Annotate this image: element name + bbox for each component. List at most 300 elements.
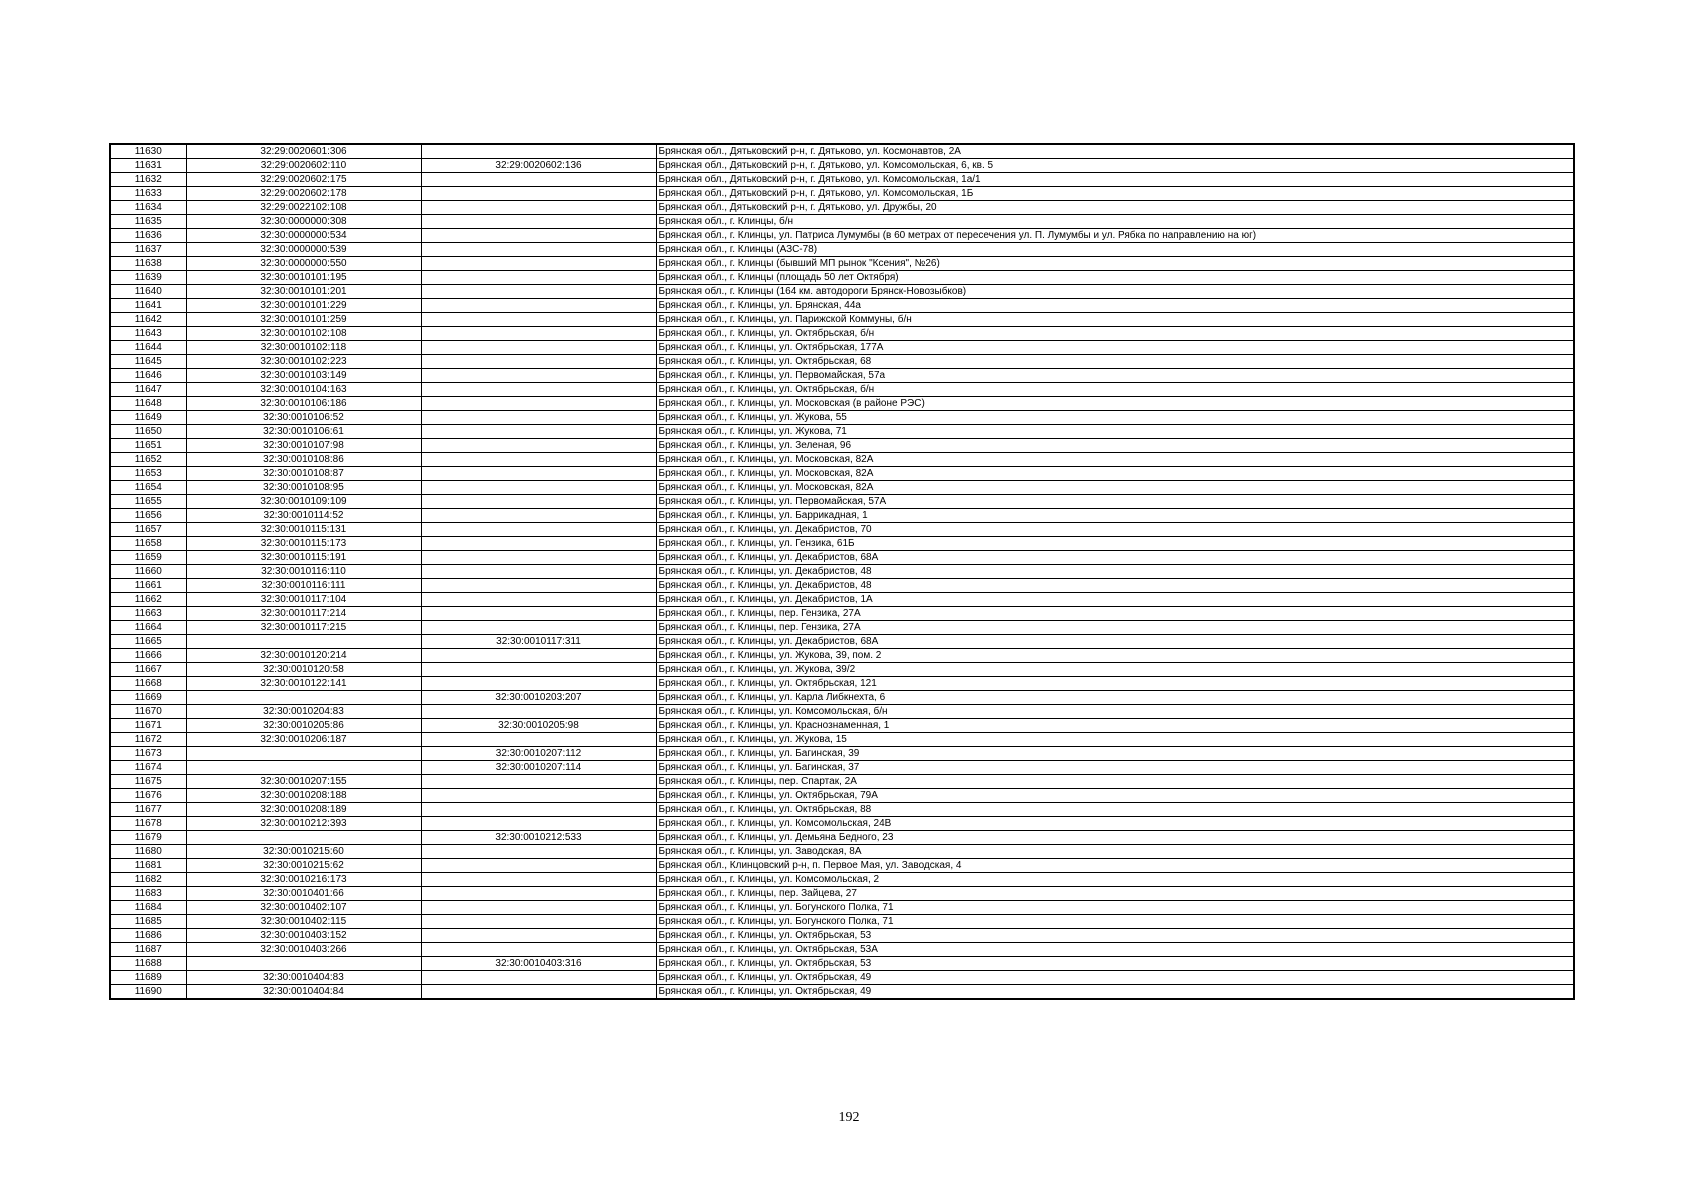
- table-row: [110, 859, 1574, 873]
- address-cell: Брянская обл., г. Клинцы, ул. Жукова, 39/2: [656, 663, 1574, 677]
- cadastral-number-cell: 32:30:0010404:84: [186, 985, 421, 1000]
- address-cell: Брянская обл., г. Клинцы, ул. Декабристов, 68А: [656, 635, 1574, 649]
- row-number-cell: 11641: [110, 299, 186, 313]
- cadastral-number-linked-cell: [421, 901, 656, 915]
- row-number-cell: 11667: [110, 663, 186, 677]
- address-cell: Брянская обл., г. Клинцы (164 км. автодороги Брянск-Новозыбков): [656, 285, 1574, 299]
- cadastral-number-linked-cell: [421, 187, 656, 201]
- cadastral-number-linked-cell: [421, 341, 656, 355]
- cadastral-number-linked-cell: 32:29:0020602:136: [421, 159, 656, 173]
- cadastral-number-cell: 32:30:0010403:266: [186, 943, 421, 957]
- cadastral-number-cell: 32:30:0010206:187: [186, 733, 421, 747]
- table-row: [110, 159, 1574, 173]
- cadastral-number-linked-cell: [421, 873, 656, 887]
- address-cell: Брянская обл., г. Клинцы, ул. Жукова, 71: [656, 425, 1574, 439]
- cadastral-number-linked-cell: [421, 887, 656, 901]
- table-row: [110, 817, 1574, 831]
- row-number-cell: 11635: [110, 215, 186, 229]
- cadastral-number-linked-cell: [421, 411, 656, 425]
- address-cell: Брянская обл., г. Клинцы, пер. Зайцева, 27: [656, 887, 1574, 901]
- cadastral-number-linked-cell: [421, 971, 656, 985]
- cadastral-number-linked-cell: [421, 943, 656, 957]
- table-row: [110, 537, 1574, 551]
- address-cell: Брянская обл., г. Клинцы, ул. Багинская, 39: [656, 747, 1574, 761]
- address-cell: Брянская обл., г. Клинцы, ул. Парижской Коммуны, б/н: [656, 313, 1574, 327]
- cadastral-number-cell: 32:30:0010101:229: [186, 299, 421, 313]
- row-number-cell: 11643: [110, 327, 186, 341]
- row-number-cell: 11682: [110, 873, 186, 887]
- table-row: [110, 257, 1574, 271]
- row-number-cell: 11679: [110, 831, 186, 845]
- row-number-cell: 11687: [110, 943, 186, 957]
- address-cell: Брянская обл., г. Клинцы, ул. Октябрьская, 121: [656, 677, 1574, 691]
- cadastral-number-cell: 32:30:0010401:66: [186, 887, 421, 901]
- cadastral-number-linked-cell: [421, 495, 656, 509]
- cadastral-number-cell: 32:30:0010204:83: [186, 705, 421, 719]
- cadastral-number-linked-cell: [421, 523, 656, 537]
- table-row: [110, 775, 1574, 789]
- cadastral-number-linked-cell: [421, 285, 656, 299]
- row-number-cell: 11680: [110, 845, 186, 859]
- cadastral-number-linked-cell: [421, 299, 656, 313]
- table-row: [110, 453, 1574, 467]
- table-row: [110, 397, 1574, 411]
- cadastral-number-cell: 32:30:0010106:61: [186, 425, 421, 439]
- cadastral-number-linked-cell: [421, 313, 656, 327]
- address-cell: Брянская обл., г. Клинцы, ул. Октябрьская, 53А: [656, 943, 1574, 957]
- table-row: [110, 299, 1574, 313]
- cadastral-number-linked-cell: [421, 663, 656, 677]
- cadastral-number-cell: 32:30:0010207:155: [186, 775, 421, 789]
- cadastral-number-cell: 32:30:0010106:186: [186, 397, 421, 411]
- cadastral-number-linked-cell: [421, 439, 656, 453]
- cadastral-number-cell: 32:30:0010102:118: [186, 341, 421, 355]
- cadastral-number-linked-cell: 32:30:0010205:98: [421, 719, 656, 733]
- cadastral-number-cell: 32:30:0010208:189: [186, 803, 421, 817]
- cadastral-number-cell: 32:30:0010212:393: [186, 817, 421, 831]
- cadastral-number-cell: 32:30:0010101:259: [186, 313, 421, 327]
- table-row: [110, 523, 1574, 537]
- cadastral-number-linked-cell: 32:30:0010207:114: [421, 761, 656, 775]
- row-number-cell: 11630: [110, 144, 186, 159]
- table-row: [110, 929, 1574, 943]
- address-cell: Брянская обл., г. Клинцы, ул. Демьяна Бедного, 23: [656, 831, 1574, 845]
- address-cell: Брянская обл., г. Клинцы, ул. Жукова, 55: [656, 411, 1574, 425]
- table-row: [110, 369, 1574, 383]
- table-row: [110, 887, 1574, 901]
- row-number-cell: 11647: [110, 383, 186, 397]
- cadastral-number-linked-cell: 32:30:0010117:311: [421, 635, 656, 649]
- row-number-cell: 11654: [110, 481, 186, 495]
- address-cell: Брянская обл., г. Клинцы, ул. Октябрьская, 53: [656, 929, 1574, 943]
- row-number-cell: 11675: [110, 775, 186, 789]
- cadastral-number-cell: 32:30:0010216:173: [186, 873, 421, 887]
- cadastral-number-cell: [186, 957, 421, 971]
- cadastral-number-cell: 32:30:0010402:107: [186, 901, 421, 915]
- cadastral-number-linked-cell: [421, 593, 656, 607]
- cadastral-number-cell: 32:30:0010106:52: [186, 411, 421, 425]
- row-number-cell: 11689: [110, 971, 186, 985]
- cadastral-number-cell: 32:30:0010101:195: [186, 271, 421, 285]
- table-row: [110, 243, 1574, 257]
- cadastral-number-cell: 32:29:0020602:178: [186, 187, 421, 201]
- address-cell: Брянская обл., г. Клинцы, ул. Декабристов, 1А: [656, 593, 1574, 607]
- cadastral-number-cell: 32:29:0020601:306: [186, 144, 421, 159]
- address-cell: Брянская обл., г. Клинцы, ул. Жукова, 39, пом. 2: [656, 649, 1574, 663]
- cadastral-number-linked-cell: [421, 817, 656, 831]
- row-number-cell: 11632: [110, 173, 186, 187]
- cadastral-number-linked-cell: 32:30:0010207:112: [421, 747, 656, 761]
- table-row: [110, 649, 1574, 663]
- cadastral-number-cell: 32:30:0000000:539: [186, 243, 421, 257]
- cadastral-number-linked-cell: [421, 453, 656, 467]
- cadastral-number-linked-cell: [421, 467, 656, 481]
- address-cell: Брянская обл., г. Клинцы, ул. Краснознаменная, 1: [656, 719, 1574, 733]
- address-cell: Брянская обл., г. Клинцы, ул. Декабристов, 68А: [656, 551, 1574, 565]
- address-cell: Брянская обл., г. Клинцы, пер. Спартак, 2А: [656, 775, 1574, 789]
- row-number-cell: 11690: [110, 985, 186, 1000]
- cadastral-number-linked-cell: [421, 257, 656, 271]
- table-row: [110, 607, 1574, 621]
- cadastral-number-cell: [186, 747, 421, 761]
- table-row: [110, 845, 1574, 859]
- cadastral-number-cell: 32:29:0020602:175: [186, 173, 421, 187]
- address-cell: Брянская обл., г. Клинцы, ул. Октябрьская, 177А: [656, 341, 1574, 355]
- row-number-cell: 11665: [110, 635, 186, 649]
- cadastral-number-cell: 32:30:0010108:86: [186, 453, 421, 467]
- address-cell: Брянская обл., г. Клинцы, ул. Октябрьская, 79А: [656, 789, 1574, 803]
- registry-table: [109, 143, 1575, 1000]
- cadastral-number-linked-cell: [421, 173, 656, 187]
- row-number-cell: 11668: [110, 677, 186, 691]
- address-cell: Брянская обл., г. Клинцы, ул. Зеленая, 96: [656, 439, 1574, 453]
- cadastral-number-linked-cell: [421, 985, 656, 1000]
- cadastral-number-linked-cell: [421, 649, 656, 663]
- cadastral-number-cell: 32:30:0000000:534: [186, 229, 421, 243]
- row-number-cell: 11683: [110, 887, 186, 901]
- address-cell: Брянская обл., г. Клинцы, ул. Брянская, 44а: [656, 299, 1574, 313]
- address-cell: Брянская обл., г. Клинцы (площадь 50 лет Октября): [656, 271, 1574, 285]
- cadastral-number-cell: 32:30:0010205:86: [186, 719, 421, 733]
- table-row: [110, 313, 1574, 327]
- cadastral-number-cell: 32:30:0010114:52: [186, 509, 421, 523]
- cadastral-number-cell: 32:30:0010108:95: [186, 481, 421, 495]
- row-number-cell: 11659: [110, 551, 186, 565]
- cadastral-number-linked-cell: [421, 733, 656, 747]
- table-row: [110, 943, 1574, 957]
- cadastral-number-linked-cell: [421, 929, 656, 943]
- row-number-cell: 11674: [110, 761, 186, 775]
- cadastral-number-cell: 32:30:0010120:214: [186, 649, 421, 663]
- table-row: [110, 144, 1574, 159]
- cadastral-number-cell: 32:30:0010104:163: [186, 383, 421, 397]
- address-cell: Брянская обл., г. Клинцы, ул. Патриса Лумумбы (в 60 метрах от пересечения ул. П. Лумумбы и ул. Рябка по направлению на юг): [656, 229, 1574, 243]
- cadastral-number-linked-cell: [421, 144, 656, 159]
- cadastral-number-linked-cell: [421, 551, 656, 565]
- cadastral-number-linked-cell: [421, 327, 656, 341]
- table-row: [110, 551, 1574, 565]
- cadastral-number-cell: 32:30:0010215:62: [186, 859, 421, 873]
- address-cell: Брянская обл., г. Клинцы, ул. Октябрьская, б/н: [656, 383, 1574, 397]
- address-cell: Брянская обл., г. Клинцы, ул. Богунского Полка, 71: [656, 915, 1574, 929]
- cadastral-number-linked-cell: [421, 607, 656, 621]
- row-number-cell: 11657: [110, 523, 186, 537]
- table-row: [110, 971, 1574, 985]
- row-number-cell: 11634: [110, 201, 186, 215]
- registry-table-body: [110, 144, 1574, 999]
- cadastral-number-cell: 32:30:0010115:131: [186, 523, 421, 537]
- table-row: [110, 383, 1574, 397]
- address-cell: Брянская обл., г. Клинцы, ул. Октябрьская, 68: [656, 355, 1574, 369]
- address-cell: Брянская обл., г. Клинцы, ул. Жукова, 15: [656, 733, 1574, 747]
- row-number-cell: 11650: [110, 425, 186, 439]
- cadastral-number-cell: 32:30:0010116:110: [186, 565, 421, 579]
- address-cell: Брянская обл., г. Клинцы, ул. Карла Либкнехта, 6: [656, 691, 1574, 705]
- table-row: [110, 733, 1574, 747]
- row-number-cell: 11640: [110, 285, 186, 299]
- cadastral-number-linked-cell: [421, 579, 656, 593]
- cadastral-number-linked-cell: [421, 229, 656, 243]
- table-row: [110, 481, 1574, 495]
- address-cell: Брянская обл., г. Клинцы, ул. Октябрьская, 53: [656, 957, 1574, 971]
- row-number-cell: 11631: [110, 159, 186, 173]
- cadastral-number-cell: [186, 761, 421, 775]
- address-cell: Брянская обл., г. Клинцы, ул. Комсомольская, б/н: [656, 705, 1574, 719]
- table-row: [110, 341, 1574, 355]
- table-row: [110, 327, 1574, 341]
- row-number-cell: 11633: [110, 187, 186, 201]
- address-cell: Брянская обл., г. Клинцы, пер. Гензика, 27А: [656, 621, 1574, 635]
- cadastral-number-linked-cell: [421, 845, 656, 859]
- cadastral-number-cell: 32:30:0010117:215: [186, 621, 421, 635]
- address-cell: Брянская обл., Дятьковский р-н, г. Дятьково, ул. Дружбы, 20: [656, 201, 1574, 215]
- table-row: [110, 635, 1574, 649]
- cadastral-number-cell: 32:30:0010117:214: [186, 607, 421, 621]
- row-number-cell: 11686: [110, 929, 186, 943]
- table-row: [110, 285, 1574, 299]
- table-row: [110, 565, 1574, 579]
- row-number-cell: 11672: [110, 733, 186, 747]
- address-cell: Брянская обл., г. Клинцы, ул. Первомайская, 57а: [656, 369, 1574, 383]
- row-number-cell: 11645: [110, 355, 186, 369]
- cadastral-number-cell: 32:30:0010120:58: [186, 663, 421, 677]
- row-number-cell: 11648: [110, 397, 186, 411]
- address-cell: Брянская обл., г. Клинцы, ул. Октябрьская, 49: [656, 971, 1574, 985]
- table-row: [110, 705, 1574, 719]
- row-number-cell: 11652: [110, 453, 186, 467]
- address-cell: Брянская обл., Дятьковский р-н, г. Дятьково, ул. Космонавтов, 2А: [656, 144, 1574, 159]
- table-row: [110, 215, 1574, 229]
- address-cell: Брянская обл., г. Клинцы, ул. Комсомольская, 2: [656, 873, 1574, 887]
- table-row: [110, 271, 1574, 285]
- table-row: [110, 425, 1574, 439]
- table-row: [110, 719, 1574, 733]
- address-cell: Брянская обл., г. Клинцы, ул. Октябрьская, 88: [656, 803, 1574, 817]
- cadastral-number-cell: 32:30:0010103:149: [186, 369, 421, 383]
- table-row: [110, 691, 1574, 705]
- row-number-cell: 11676: [110, 789, 186, 803]
- row-number-cell: 11671: [110, 719, 186, 733]
- address-cell: Брянская обл., г. Клинцы, ул. Комсомольская, 24В: [656, 817, 1574, 831]
- address-cell: Брянская обл., г. Клинцы, ул. Декабристов, 48: [656, 565, 1574, 579]
- table-row: [110, 621, 1574, 635]
- address-cell: Брянская обл., Дятьковский р-н, г. Дятьково, ул. Комсомольская, 1а/1: [656, 173, 1574, 187]
- cadastral-number-linked-cell: 32:30:0010212:533: [421, 831, 656, 845]
- table-row: [110, 915, 1574, 929]
- table-row: [110, 509, 1574, 523]
- table-row: [110, 229, 1574, 243]
- cadastral-number-linked-cell: [421, 201, 656, 215]
- cadastral-number-linked-cell: [421, 369, 656, 383]
- cadastral-number-linked-cell: [421, 243, 656, 257]
- row-number-cell: 11649: [110, 411, 186, 425]
- table-row: [110, 677, 1574, 691]
- cadastral-number-cell: 32:30:0010403:152: [186, 929, 421, 943]
- cadastral-number-linked-cell: [421, 481, 656, 495]
- address-cell: Брянская обл., г. Клинцы, ул. Первомайская, 57А: [656, 495, 1574, 509]
- cadastral-number-cell: 32:30:0010116:111: [186, 579, 421, 593]
- row-number-cell: 11656: [110, 509, 186, 523]
- cadastral-number-cell: 32:30:0010115:191: [186, 551, 421, 565]
- table-row: [110, 957, 1574, 971]
- cadastral-number-linked-cell: [421, 677, 656, 691]
- cadastral-number-cell: 32:30:0000000:550: [186, 257, 421, 271]
- table-row: [110, 789, 1574, 803]
- address-cell: Брянская обл., г. Клинцы, ул. Московская (в районе РЭС): [656, 397, 1574, 411]
- page-number: 192: [838, 1110, 860, 1125]
- address-cell: Брянская обл., г. Клинцы, ул. Декабристов, 48: [656, 579, 1574, 593]
- table-row: [110, 831, 1574, 845]
- cadastral-number-cell: 32:30:0010404:83: [186, 971, 421, 985]
- row-number-cell: 11646: [110, 369, 186, 383]
- table-row: [110, 187, 1574, 201]
- row-number-cell: 11673: [110, 747, 186, 761]
- table-row: [110, 663, 1574, 677]
- row-number-cell: 11666: [110, 649, 186, 663]
- table-row: [110, 355, 1574, 369]
- cadastral-number-linked-cell: [421, 355, 656, 369]
- address-cell: Брянская обл., г. Клинцы, ул. Московская, 82А: [656, 481, 1574, 495]
- cadastral-number-linked-cell: [421, 565, 656, 579]
- address-cell: Брянская обл., г. Клинцы, ул. Гензика, 61Б: [656, 537, 1574, 551]
- cadastral-number-cell: 32:30:0010102:223: [186, 355, 421, 369]
- cadastral-number-cell: 32:30:0010115:173: [186, 537, 421, 551]
- cadastral-number-cell: 32:29:0020602:110: [186, 159, 421, 173]
- cadastral-number-linked-cell: 32:30:0010203:207: [421, 691, 656, 705]
- cadastral-number-cell: 32:30:0000000:308: [186, 215, 421, 229]
- row-number-cell: 11685: [110, 915, 186, 929]
- table-row: [110, 873, 1574, 887]
- table-row: [110, 467, 1574, 481]
- row-number-cell: 11663: [110, 607, 186, 621]
- row-number-cell: 11678: [110, 817, 186, 831]
- address-cell: Брянская обл., Дятьковский р-н, г. Дятьково, ул. Комсомольская, 1Б: [656, 187, 1574, 201]
- cadastral-number-cell: 32:30:0010122:141: [186, 677, 421, 691]
- table-row: [110, 593, 1574, 607]
- cadastral-number-cell: 32:29:0022102:108: [186, 201, 421, 215]
- cadastral-number-linked-cell: [421, 425, 656, 439]
- row-number-cell: 11653: [110, 467, 186, 481]
- table-row: [110, 579, 1574, 593]
- row-number-cell: 11636: [110, 229, 186, 243]
- cadastral-number-cell: [186, 691, 421, 705]
- table-row: [110, 901, 1574, 915]
- row-number-cell: 11677: [110, 803, 186, 817]
- row-number-cell: 11644: [110, 341, 186, 355]
- cadastral-number-linked-cell: [421, 397, 656, 411]
- cadastral-number-cell: [186, 635, 421, 649]
- address-cell: Брянская обл., г. Клинцы, ул. Московская, 82А: [656, 467, 1574, 481]
- table-row: [110, 803, 1574, 817]
- cadastral-number-cell: 32:30:0010117:104: [186, 593, 421, 607]
- cadastral-number-cell: 32:30:0010101:201: [186, 285, 421, 299]
- cadastral-number-linked-cell: [421, 775, 656, 789]
- address-cell: Брянская обл., г. Клинцы, пер. Гензика, 27А: [656, 607, 1574, 621]
- row-number-cell: 11688: [110, 957, 186, 971]
- cadastral-number-cell: 32:30:0010215:60: [186, 845, 421, 859]
- address-cell: Брянская обл., Клинцовский р-н, п. Первое Мая, ул. Заводская, 4: [656, 859, 1574, 873]
- cadastral-number-cell: 32:30:0010107:98: [186, 439, 421, 453]
- cadastral-number-linked-cell: [421, 789, 656, 803]
- address-cell: Брянская обл., г. Клинцы, ул. Баррикадная, 1: [656, 509, 1574, 523]
- row-number-cell: 11658: [110, 537, 186, 551]
- table-row: [110, 201, 1574, 215]
- cadastral-number-cell: [186, 831, 421, 845]
- address-cell: Брянская обл., г. Клинцы, ул. Багинская, 37: [656, 761, 1574, 775]
- cadastral-number-linked-cell: [421, 215, 656, 229]
- cadastral-number-cell: 32:30:0010208:188: [186, 789, 421, 803]
- row-number-cell: 11638: [110, 257, 186, 271]
- cadastral-number-cell: 32:30:0010102:108: [186, 327, 421, 341]
- row-number-cell: 11642: [110, 313, 186, 327]
- address-cell: Брянская обл., г. Клинцы, ул. Октябрьская, 49: [656, 985, 1574, 1000]
- table-row: [110, 985, 1574, 1000]
- cadastral-number-linked-cell: [421, 859, 656, 873]
- address-cell: Брянская обл., г. Клинцы, ул. Заводская, 8А: [656, 845, 1574, 859]
- address-cell: Брянская обл., г. Клинцы, ул. Октябрьская, б/н: [656, 327, 1574, 341]
- address-cell: Брянская обл., Дятьковский р-н, г. Дятьково, ул. Комсомольская, 6, кв. 5: [656, 159, 1574, 173]
- address-cell: Брянская обл., г. Клинцы, ул. Декабристов, 70: [656, 523, 1574, 537]
- row-number-cell: 11639: [110, 271, 186, 285]
- cadastral-number-linked-cell: [421, 705, 656, 719]
- address-cell: Брянская обл., г. Клинцы, ул. Московская, 82А: [656, 453, 1574, 467]
- address-cell: Брянская обл., г. Клинцы, ул. Богунского Полка, 71: [656, 901, 1574, 915]
- cadastral-number-linked-cell: 32:30:0010403:316: [421, 957, 656, 971]
- cadastral-number-linked-cell: [421, 621, 656, 635]
- table-row: [110, 761, 1574, 775]
- row-number-cell: 11660: [110, 565, 186, 579]
- table-row: [110, 411, 1574, 425]
- address-cell: Брянская обл., г. Клинцы (АЗС-78): [656, 243, 1574, 257]
- row-number-cell: 11670: [110, 705, 186, 719]
- cadastral-number-linked-cell: [421, 383, 656, 397]
- cadastral-number-cell: 32:30:0010108:87: [186, 467, 421, 481]
- row-number-cell: 11637: [110, 243, 186, 257]
- cadastral-number-cell: 32:30:0010402:115: [186, 915, 421, 929]
- row-number-cell: 11664: [110, 621, 186, 635]
- row-number-cell: 11655: [110, 495, 186, 509]
- address-cell: Брянская обл., г. Клинцы, б/н: [656, 215, 1574, 229]
- cadastral-number-cell: 32:30:0010109:109: [186, 495, 421, 509]
- row-number-cell: 11662: [110, 593, 186, 607]
- cadastral-number-linked-cell: [421, 803, 656, 817]
- table-row: [110, 439, 1574, 453]
- row-number-cell: 11661: [110, 579, 186, 593]
- row-number-cell: 11684: [110, 901, 186, 915]
- table-row: [110, 495, 1574, 509]
- address-cell: Брянская обл., г. Клинцы (бывший МП рынок "Ксения", №26): [656, 257, 1574, 271]
- row-number-cell: 11681: [110, 859, 186, 873]
